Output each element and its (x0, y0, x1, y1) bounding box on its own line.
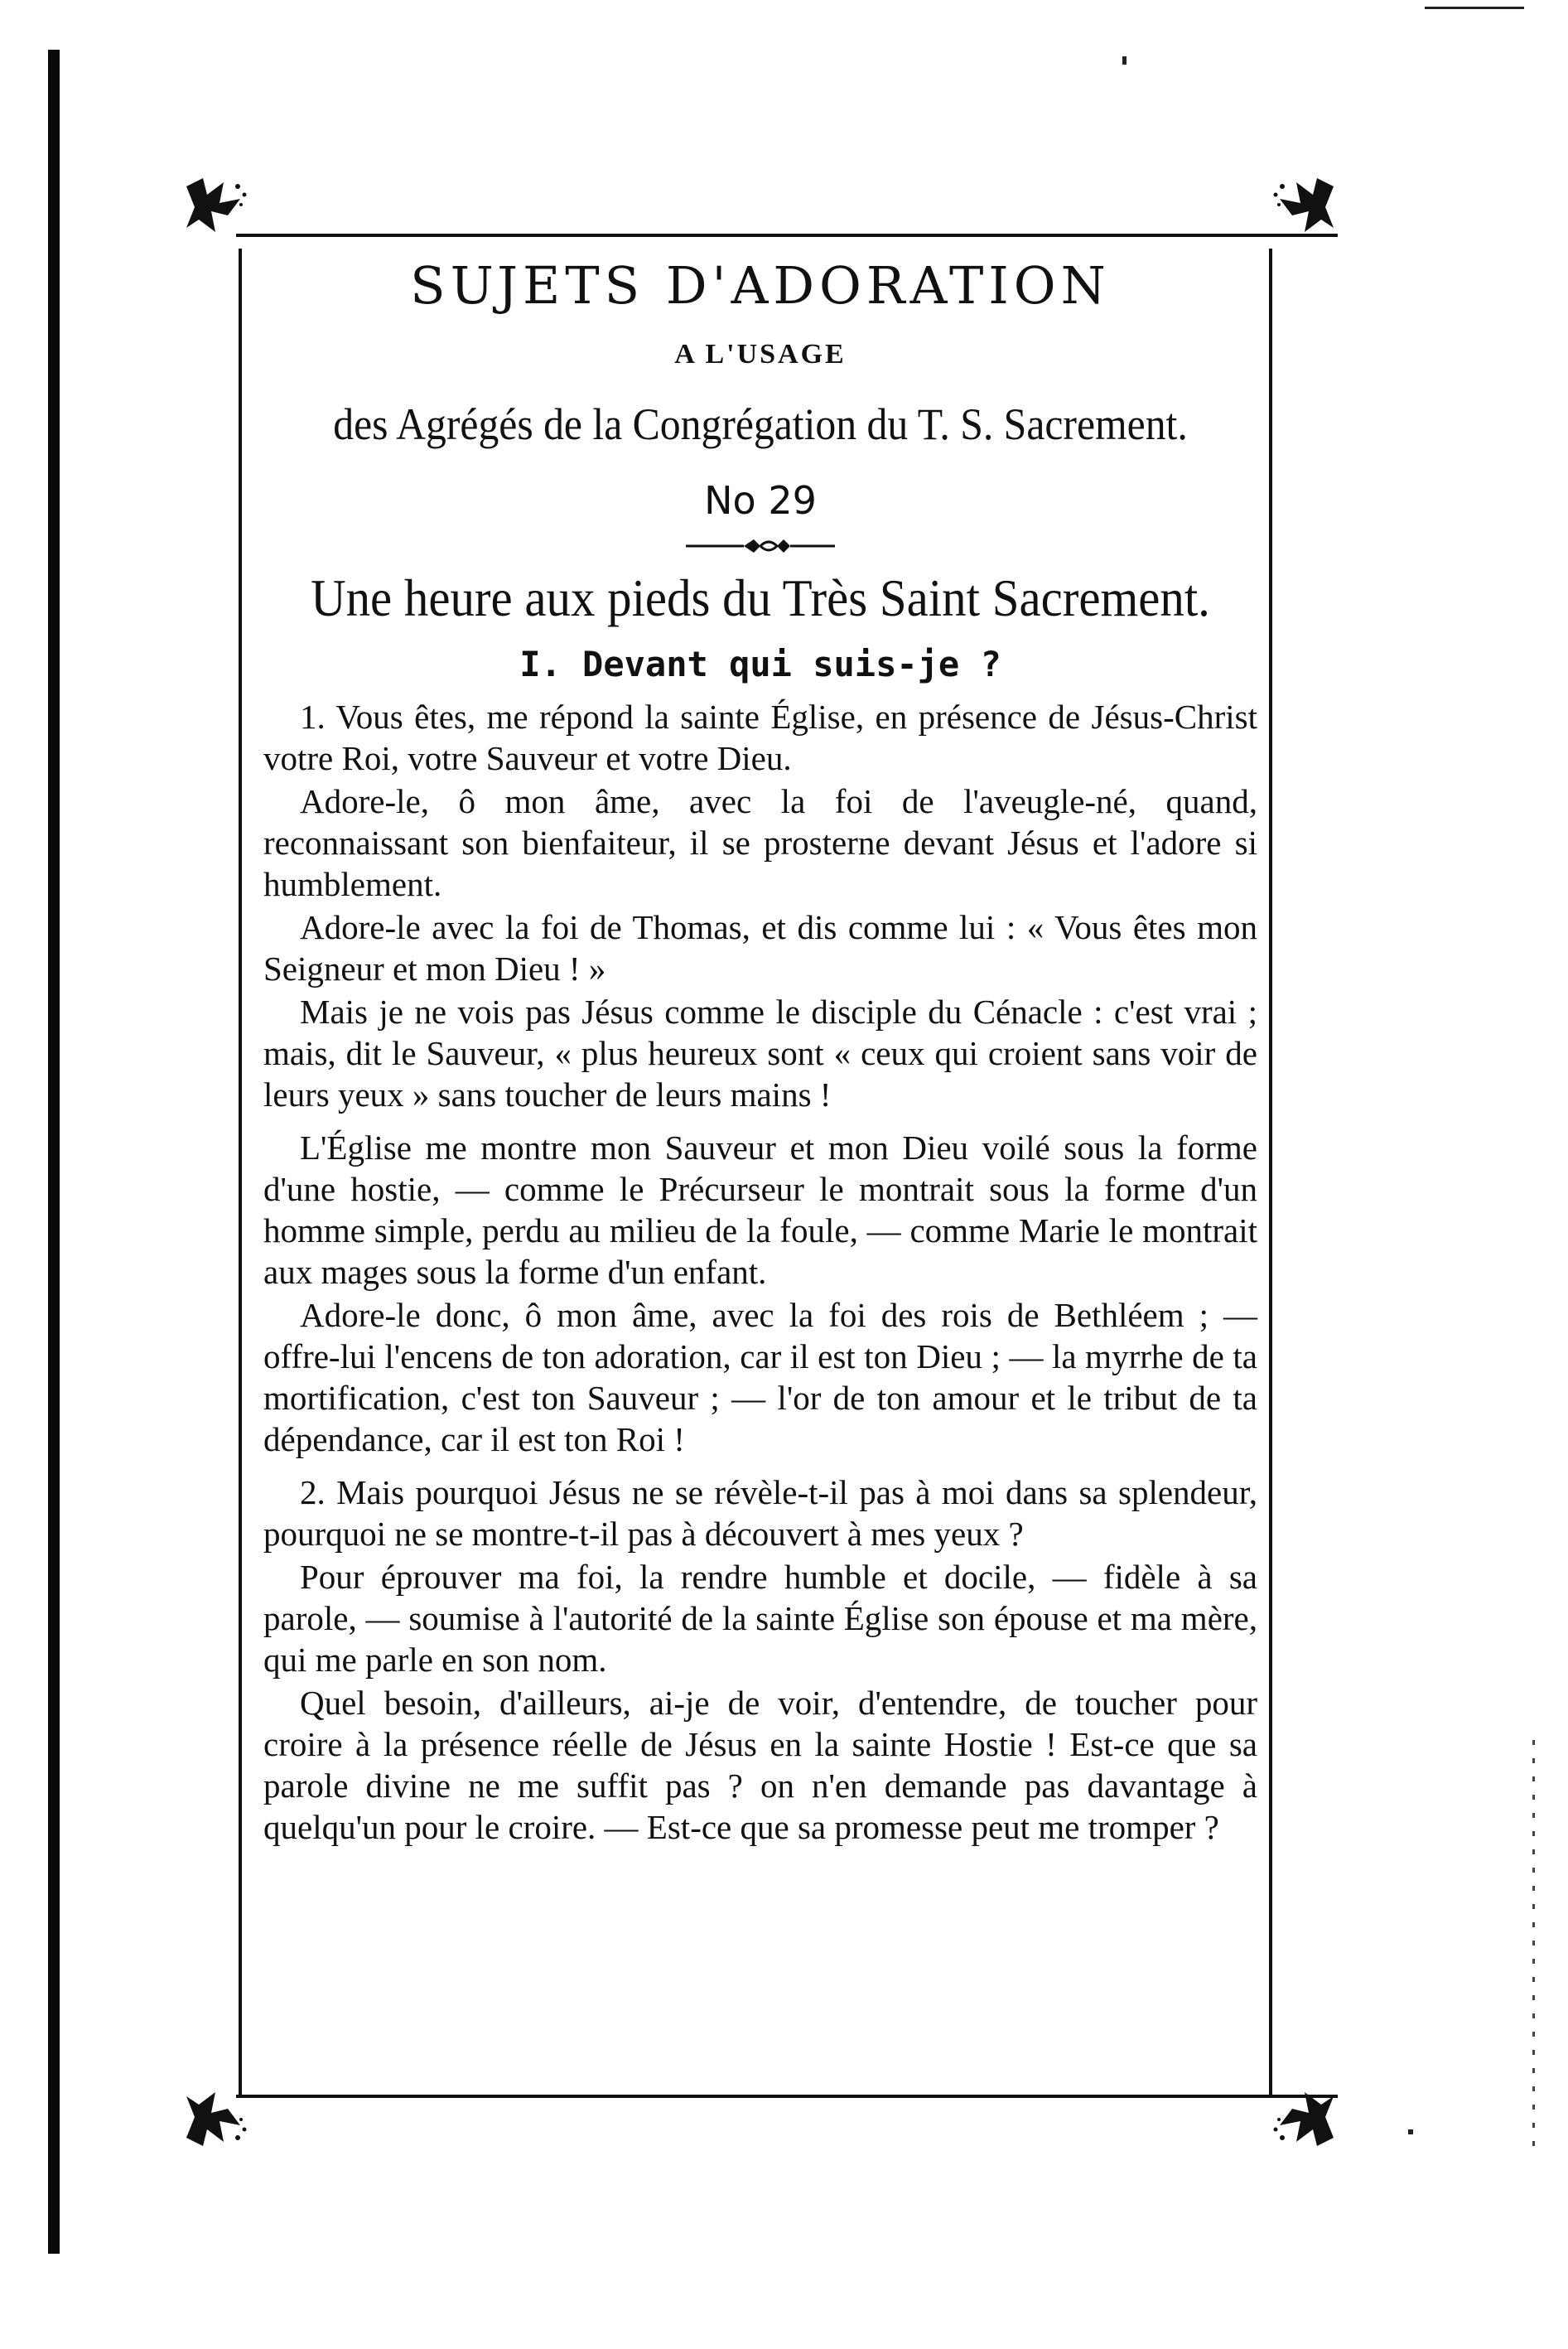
frame-left-border (239, 249, 242, 2096)
usage-subtitle: A L'USAGE (674, 339, 847, 370)
corner-ornament-top-left-icon (178, 170, 253, 244)
body-text (263, 696, 1257, 1848)
frame-top-border (236, 234, 1338, 237)
margin-speck (1532, 1740, 1535, 2154)
frame-right-border (1269, 249, 1272, 2096)
paragraph: Mais je ne vois pas Jésus comme le disciple du Cénacle : c'est vrai ; mais, dit le Sauveur, « plus heureux sont « ceux qui croient sans voir de leurs yeux » sans toucher de leurs mains ! (263, 993, 1257, 1114)
margin-speck (1122, 56, 1127, 65)
book-spine-edge (48, 50, 60, 2254)
paragraph: L'Église me montre mon Sauveur et mon Dieu voilé sous la forme d'une hostie, — comme le Précurseur le montrait sous la forme d'un homme simple, perdu au milieu de la foule, — comme Marie le montrait aux mages sous la forme d'un enfant. (263, 1129, 1257, 1291)
paragraph: 1. Vous êtes, me répond la sainte Église, en présence de Jésus-Christ votre Roi, votre Sauveur et votre Dieu. (263, 698, 1257, 777)
paragraph: Adore-le, ô mon âme, avec la foi de l'aveugle-né, quand, reconnaissant son bienfaiteur, il se prosterne devant Jésus et l'adore si humblement. (263, 782, 1257, 903)
section-title: I. Devant qui suis-je ? (519, 644, 1001, 684)
meditation-heading: Une heure aux pieds du Très Saint Sacrement. (311, 568, 1210, 627)
page-content (263, 249, 1257, 1849)
margin-speck (1408, 2129, 1413, 2134)
corner-ornament-bottom-right-icon (1267, 2080, 1342, 2154)
corner-ornament-bottom-left-icon (178, 2080, 253, 2154)
frame-bottom-border (236, 2095, 1338, 2098)
paragraph: Quel besoin, d'ailleurs, ai-je de voir, d'entendre, de toucher pour croire à la présence réelle de Jésus en la sainte Hostie ! Est-ce que sa parole divine ne me suffit pas ? on n'en demande pas davantage à quelqu'un pour le croire. — Est-ce que sa promesse peut me tromper ? (263, 1684, 1257, 1846)
issue-number: No 29 (704, 478, 817, 523)
paragraph: 2. Mais pourquoi Jésus ne se révèle-t-il pas à moi dans sa splendeur, pourquoi ne se montre-t-il pas à découvert à mes yeux ? (263, 1473, 1257, 1553)
divider-ornament-icon (678, 536, 843, 556)
paragraph: Pour éprouver ma foi, la rendre humble et docile, — fidèle à sa parole, — soumise à l'autorité de la sainte Église son épouse et ma mère, qui me parle en son nom. (263, 1558, 1257, 1679)
congregation-line: des Agrégés de la Congrégation du T. S. Sacrement. (333, 399, 1188, 449)
margin-speck (1425, 7, 1524, 9)
corner-ornament-top-right-icon (1267, 170, 1342, 244)
document-title: SUJETS D'ADORATION (410, 255, 1111, 316)
paragraph: Adore-le donc, ô mon âme, avec la foi des rois de Bethléem ; — offre-lui l'encens de ton adoration, car il est ton Dieu ; — la myrrhe de ta mortification, c'est ton Sauveur ; — l'or de ton amour et le tribut de ta dépendance, car il est ton Roi ! (263, 1296, 1257, 1458)
paragraph: Adore-le avec la foi de Thomas, et dis comme lui : « Vous êtes mon Seigneur et mon Dieu ! » (263, 908, 1257, 988)
